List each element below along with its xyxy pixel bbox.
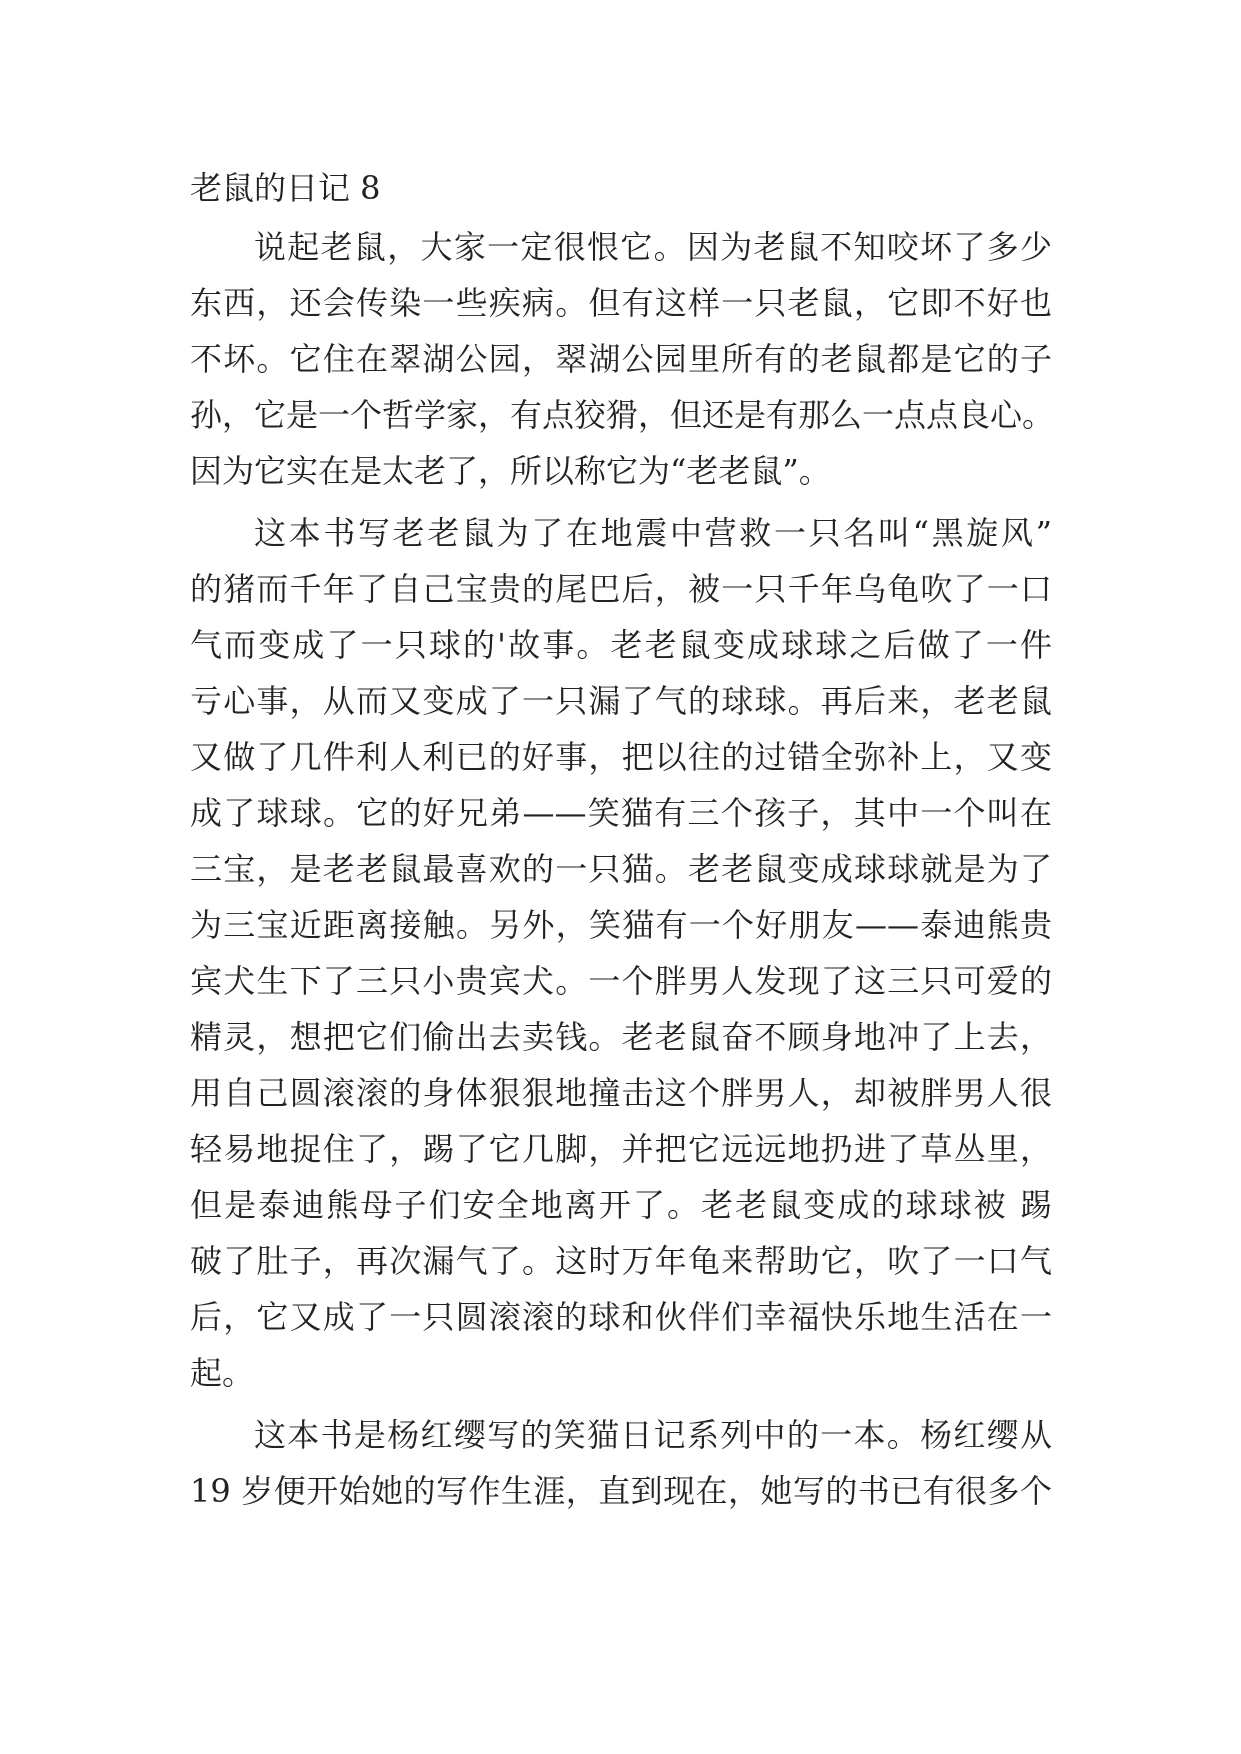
paragraph-2-line-9: 宾犬生下了三只小贵宾犬。一个胖男人发现了这三只可爱的 — [190, 962, 1052, 1000]
paragraph-1-line-1: 说起老鼠，大家一定很恨它。因为老鼠不知咬坏了多少 — [254, 228, 1052, 266]
paragraph-1-line-2: 东西，还会传染一些疾病。但有这样一只老鼠，它即不好也 — [190, 284, 1052, 322]
paragraph-2-line-2: 的猪而千年了自己宝贵的尾巴后，被一只千年乌龟吹了一口 — [190, 570, 1052, 608]
paragraph-2-line-10: 精灵，想把它们偷出去卖钱。老老鼠奋不顾身地冲了上去， — [190, 1018, 1052, 1056]
paragraph-2-line-5: 又做了几件利人利已的好事，把以往的过错全弥补上，又变 — [190, 738, 1052, 776]
paragraph-2-line-8: 为三宝近距离接触。另外，笑猫有一个好朋友——泰迪熊贵 — [190, 906, 1052, 944]
paragraph-3-line-2: 19 岁便开始她的写作生涯，直到现在，她写的书已有很多个 — [190, 1472, 1052, 1510]
paragraph-3-line-1: 这本书是杨红缨写的笑猫日记系列中的一本。杨红缨从 — [254, 1416, 1052, 1454]
paragraph-1-line-5: 因为它实在是太老了，所以称它为“老老鼠”。 — [190, 452, 831, 490]
paragraph-2-line-15: 后，它又成了一只圆滚滚的球和伙伴们幸福快乐地生活在一 — [190, 1298, 1052, 1336]
paragraph-2-line-13: 但是泰迪熊母子们安全地离开了。老老鼠变成的球球被 踢 — [190, 1186, 1052, 1224]
paragraph-2-line-16: 起。 — [190, 1354, 255, 1392]
paragraph-2-line-6: 成了球球。它的好兄弟——笑猫有三个孩子，其中一个叫在 — [190, 794, 1052, 832]
paragraph-2-line-12: 轻易地捉住了，踢了它几脚，并把它远远地扔进了草丛里， — [190, 1130, 1052, 1168]
paragraph-1-line-4: 孙，它是一个哲学家，有点狡猾，但还是有那么一点点良心。 — [190, 396, 1055, 434]
paragraph-2-line-1: 这本书写老老鼠为了在地震中营救一只名叫“黑旋风” — [254, 514, 1052, 552]
paragraph-2-line-14: 破了肚子，再次漏气了。这时万年龟来帮助它，吹了一口气 — [190, 1242, 1052, 1280]
paragraph-2-line-4: 亏心事，从而又变成了一只漏了气的球球。再后来，老老鼠 — [190, 682, 1052, 720]
document-title: 老鼠的日记 8 — [190, 169, 381, 207]
paragraph-2-line-3: 气而变成了一只球的'故事。老老鼠变成球球之后做了一件 — [190, 626, 1052, 664]
paragraph-2-line-7: 三宝，是老老鼠最喜欢的一只猫。老老鼠变成球球就是为了 — [190, 850, 1052, 888]
paragraph-2-line-11: 用自己圆滚滚的身体狠狠地撞击这个胖男人，却被胖男人很 — [190, 1074, 1052, 1112]
paragraph-1-line-3: 不坏。它住在翠湖公园，翠湖公园里所有的老鼠都是它的子 — [190, 340, 1052, 378]
